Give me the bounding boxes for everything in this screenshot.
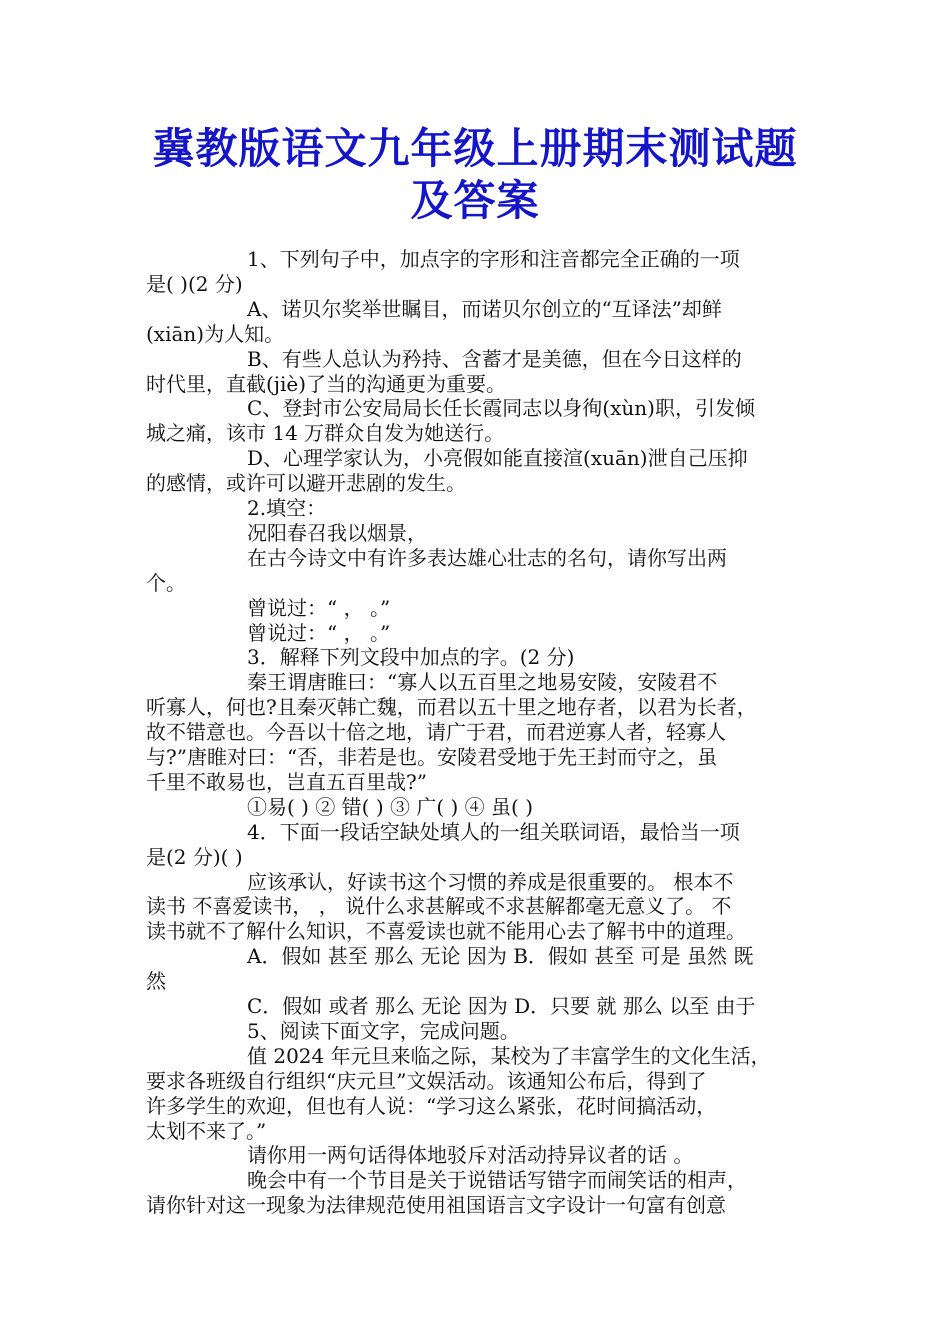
text-line: 是( )(2 分): [146, 271, 243, 296]
text-line: 1、下列句子中，加点字的字形和注音都完全正确的一项: [247, 247, 740, 271]
text-line: ①易( ) ② 错( ) ③ 广( ) ④ 虽( ): [247, 794, 533, 819]
text-line: A、诺贝尔奖举世瞩目，而诺贝尔创立的“互译法”却鲜: [247, 296, 722, 321]
document-title-line-1: 冀教版语文九年级上册期末测试题: [152, 124, 798, 173]
text-line: 要求各班级自行组织“庆元旦”文娱活动。该通知公布后，得到了: [146, 1068, 707, 1093]
text-line: D、心理学家认为，小亮假如能直接渲(xuān)泄自己压抑: [247, 446, 748, 471]
text-line: 太划不来了。”: [146, 1118, 267, 1143]
text-line: 3．解释下列文段中加点的字。(2 分): [247, 645, 575, 670]
text-line: 请你针对这一现象为法律规范使用祖国语言文字设计一句富有创意: [146, 1193, 726, 1218]
text-line: 况阳春召我以烟景，: [247, 520, 427, 545]
text-line: 与?”唐睢对曰：“否，非若是也。安陵君受地于先王封而守之，虽: [146, 745, 718, 769]
text-line: C、登封市公安局局长任长霞同志以身徇(xùn)职，引发倾: [247, 396, 755, 421]
text-line: 曾说过：“ ， 。”: [247, 595, 391, 620]
text-line: 的感情，或许可以避开悲剧的发生。: [146, 471, 466, 496]
text-line: 值 2024 年元旦来临之际，某校为了丰富学生的文化生活，: [247, 1043, 771, 1068]
text-line: 请你用一两句话得体地驳斥对活动持异议者的话 。: [247, 1143, 694, 1168]
text-line: 然: [146, 969, 166, 994]
text-line: 是(2 分)( ): [146, 844, 243, 869]
text-line: 城之痛，该市 14 万群众自发为她送行。: [146, 421, 505, 446]
text-line: 个。: [146, 570, 186, 595]
text-line: 2.填空：: [247, 496, 327, 520]
text-line: (xiān)为人知。: [146, 321, 285, 346]
text-line: 曾说过：“ ， 。”: [247, 620, 391, 645]
text-line: A．假如 甚至 那么 无论 因为 B．假如 甚至 可是 虽然 既: [247, 944, 754, 969]
text-line: 5、阅读下面文字，完成问题。: [247, 1018, 520, 1043]
text-line: C．假如 或者 那么 无论 因为 D．只要 就 那么 以至 由于: [247, 994, 756, 1018]
text-line: 听寡人，何也?且秦灭韩亡魏，而君以五十里之地存者，以君为长者，: [146, 695, 757, 720]
text-line: 故不错意也。今吾以十倍之地，请广于君，而君逆寡人者，轻寡人: [146, 720, 726, 745]
text-line: 晚会中有一个节目是关于说错话写错字而闹笑话的相声，: [247, 1168, 747, 1193]
text-line: 秦王谓唐睢曰：“寡人以五百里之地易安陵，安陵君不: [247, 670, 718, 695]
text-line: 许多学生的欢迎，但也有人说：“学习这么紧张，花时间搞活动，: [146, 1093, 717, 1118]
text-line: 4．下面一段话空缺处填人的一组关联词语，最恰当一项: [247, 819, 740, 844]
text-line: B、有些人总认为矜持、含蓄才是美德，但在今日这样的: [247, 346, 742, 371]
document-title-line-2: 及答案: [410, 176, 540, 225]
text-line: 读书就不了解什么知识，不喜爱读也就不能用心去了解书中的道理。: [146, 919, 746, 944]
text-line: 千里不敢易也，岂直五百里哉?”: [146, 769, 427, 794]
text-line: 应该承认，好读书这个习惯的养成是很重要的。 根本不: [247, 869, 734, 894]
text-line: 在古今诗文中有许多表达雄心壮志的名句，请你写出两: [247, 545, 727, 570]
text-line: 读书 不喜爱读书， ， 说什么求甚解或不求甚解都毫无意义了。 不: [146, 894, 732, 919]
text-line: 时代里，直截(jiè)了当的沟通更为重要。: [146, 371, 507, 396]
